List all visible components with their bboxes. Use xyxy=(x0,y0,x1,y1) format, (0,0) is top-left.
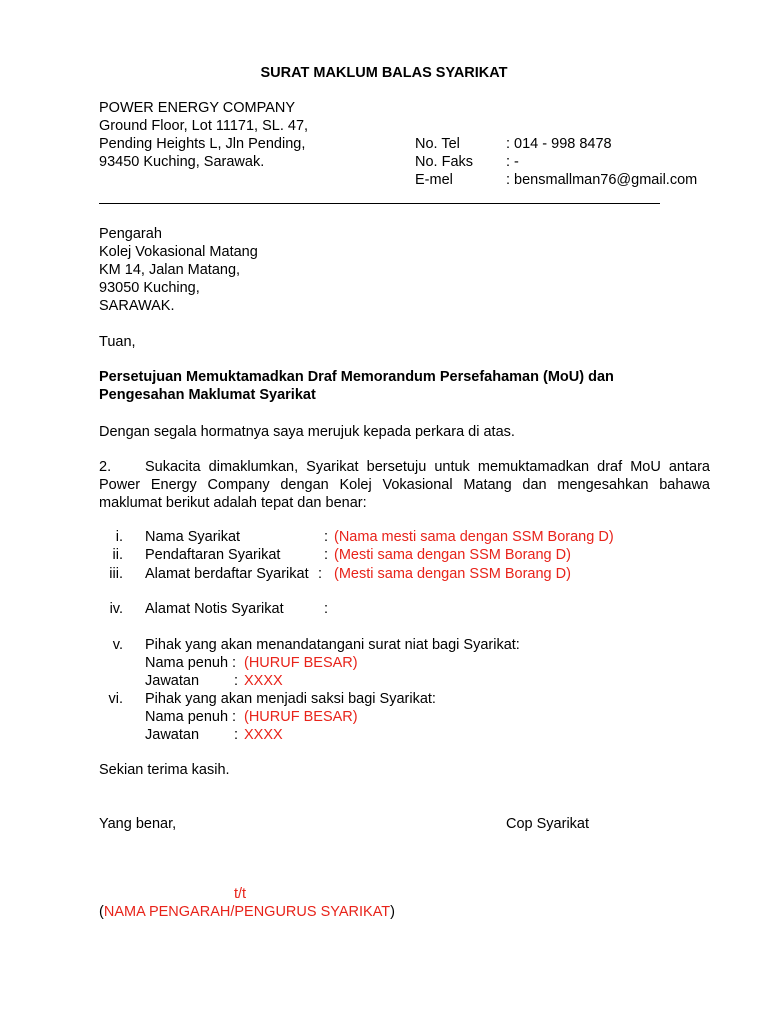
subject-line: Pengesahan Maklumat Syarikat xyxy=(99,387,316,403)
sender-address-line: Ground Floor, Lot 11171, SL. 47, xyxy=(99,118,309,134)
witness-post-colon: : xyxy=(234,727,239,743)
witness-name-label: Nama penuh : xyxy=(145,709,237,725)
signer-name-label: Nama penuh : xyxy=(145,655,237,671)
item-colon: : xyxy=(324,547,329,563)
signatory-open-paren: ( xyxy=(99,904,104,920)
sender-address-line: 93450 Kuching, Sarawak. xyxy=(99,154,265,170)
item-value-placeholder: (Nama mesti sama dengan SSM Borang D) xyxy=(334,529,614,545)
recipient-line: Kolej Vokasional Matang xyxy=(99,244,258,260)
item-colon: : xyxy=(324,529,329,545)
company-stamp-label: Cop Syarikat xyxy=(506,816,590,832)
witness-name-placeholder: (HURUF BESAR) xyxy=(244,709,358,725)
witness-post-label: Jawatan xyxy=(145,727,200,743)
sender-address-line: Pending Heights L, Jln Pending, xyxy=(99,136,306,152)
item-value-placeholder: (Mesti sama dengan SSM Borang D) xyxy=(334,547,571,563)
item-label: Alamat berdaftar Syarikat xyxy=(145,566,309,582)
item-label: Pendaftaran Syarikat xyxy=(145,547,281,563)
contact-label-fax: No. Faks xyxy=(415,154,474,170)
item-number: iv. xyxy=(109,601,123,617)
signature-mark: t/t xyxy=(234,886,247,902)
item-colon: : xyxy=(318,566,323,582)
signatory-name-placeholder: NAMA PENGARAH/PENGURUS SYARIKAT xyxy=(103,904,391,920)
subject-line: Persetujuan Memuktamadkan Draf Memorandum Persefahaman (MoU) dan xyxy=(99,369,614,385)
intro-paragraph: Dengan segala hormatnya saya merujuk kepada perkara di atas. xyxy=(99,424,515,440)
witness-description: Pihak yang akan menjadi saksi bagi Syarikat: xyxy=(145,691,436,707)
paragraph-2-text: Sukacita dimaklumkan, Syarikat bersetuju untuk memuktamadkan draf MoU antara Power Energy Company dengan Kolej Vokasional Matang dan mengesahkan bahawa maklumat berikut adalah tepat dan benar: xyxy=(99,459,710,511)
recipient-line: SARAWAK. xyxy=(99,298,175,314)
item-value-placeholder: (Mesti sama dengan SSM Borang D) xyxy=(334,566,571,582)
sender-name: POWER ENERGY COMPANY xyxy=(99,100,296,116)
item-colon: : xyxy=(324,601,329,617)
paragraph-number: 2. xyxy=(99,459,112,475)
recipient-line: 93050 Kuching, xyxy=(99,280,200,296)
signer-post-colon: : xyxy=(234,673,239,689)
item-number: vi. xyxy=(108,691,123,707)
witness-post-placeholder: XXXX xyxy=(244,727,283,743)
signer-name-placeholder: (HURUF BESAR) xyxy=(244,655,358,671)
contact-value-tel: : 014 - 998 8478 xyxy=(506,136,612,152)
paragraph-2 xyxy=(99,458,710,512)
signatory-close-paren: ) xyxy=(390,904,395,920)
closing-remark: Sekian terima kasih. xyxy=(99,762,230,778)
item-number: ii. xyxy=(112,547,123,563)
signer-post-label: Jawatan xyxy=(145,673,200,689)
item-number: v. xyxy=(112,637,123,653)
item-number: i. xyxy=(115,529,123,545)
signatory-name xyxy=(99,903,395,921)
recipient-line: Pengarah xyxy=(99,226,162,242)
salutation: Tuan, xyxy=(99,334,136,350)
signer-description: Pihak yang akan menandatangani surat niat bagi Syarikat: xyxy=(145,637,520,653)
yang-benar: Yang benar, xyxy=(99,816,177,832)
letter-title: SURAT MAKLUM BALAS SYARIKAT xyxy=(260,65,508,81)
signer-post-placeholder: XXXX xyxy=(244,673,283,689)
item-label: Nama Syarikat xyxy=(145,529,241,545)
recipient-line: KM 14, Jalan Matang, xyxy=(99,262,241,278)
contact-label-email: E-mel xyxy=(415,172,453,188)
contact-label-tel: No. Tel xyxy=(415,136,460,152)
item-label: Alamat Notis Syarikat xyxy=(145,601,284,617)
item-number: iii. xyxy=(109,566,123,582)
contact-value-email: : bensmallman76@gmail.com xyxy=(506,172,698,188)
contact-value-fax: : - xyxy=(506,154,519,170)
letterhead-divider xyxy=(99,203,660,204)
